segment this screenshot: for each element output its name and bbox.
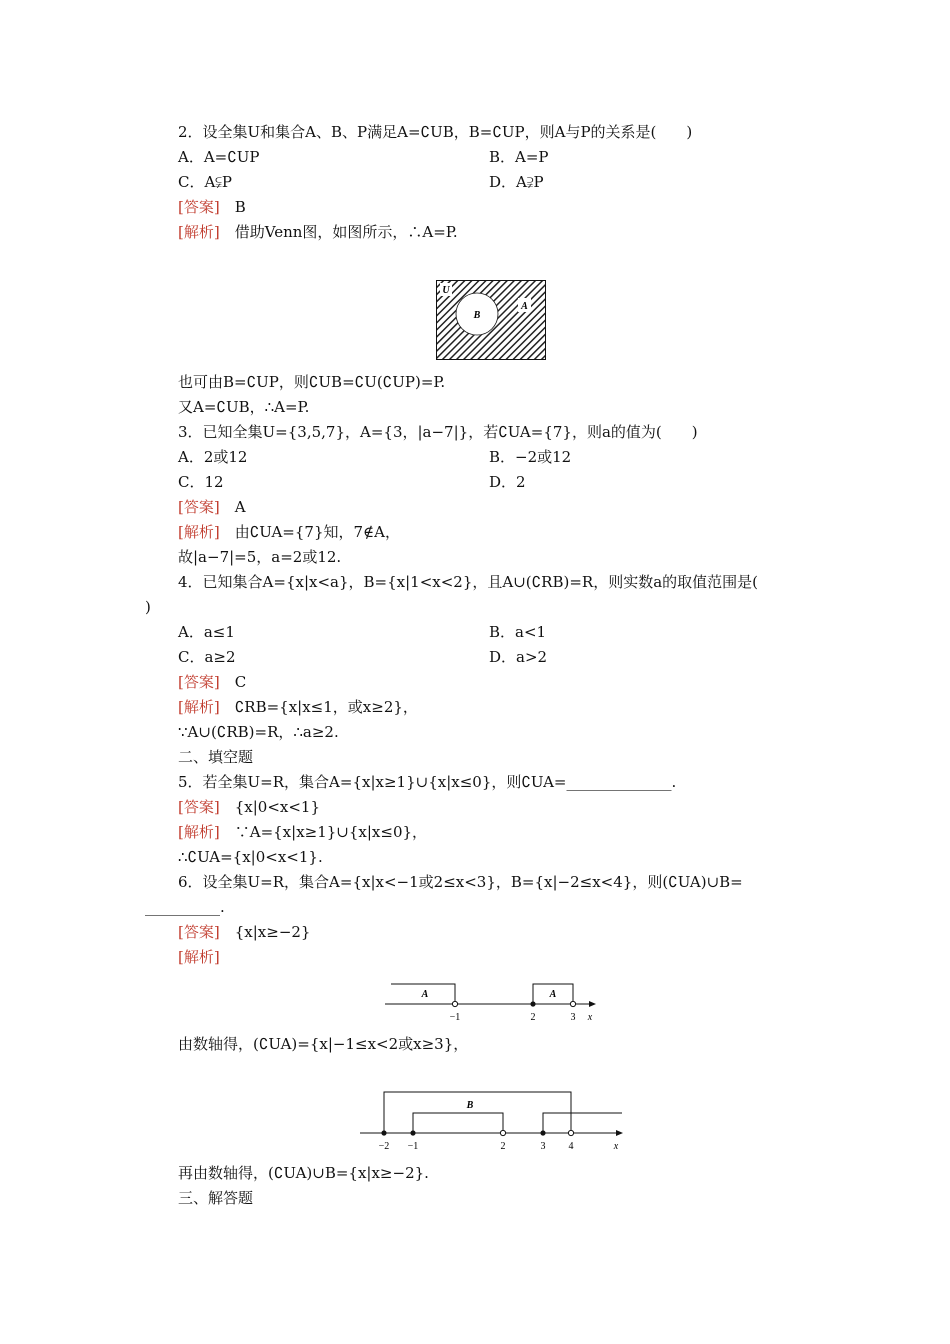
complement-region-1 — [413, 1113, 503, 1133]
q2-answer — [178, 197, 246, 217]
q3-option-d: D．2 — [489, 473, 526, 491]
open-point-neg1 — [452, 1001, 457, 1006]
analysis-text: ∁RB={x|x≤1，或x≥2}， — [234, 698, 418, 716]
tick-label-2: 2 — [530, 1012, 536, 1023]
axis-arrow — [616, 1130, 623, 1136]
q3-line1: 故|a−7|=5，a=2或12. — [178, 548, 342, 566]
section-heading-solution: 三、解答题 — [178, 1189, 254, 1207]
analysis-text: 由∁UA={7}知，7∉A， — [234, 523, 400, 541]
analysis-tag: [解析] — [178, 223, 220, 241]
answer-tag: [答案] — [178, 923, 220, 941]
q4-analysis — [178, 697, 418, 717]
q5-line1: ∴∁UA={x|0<x<1}. — [178, 848, 323, 866]
answer-tag: [答案] — [178, 673, 220, 691]
answer-value: A — [234, 498, 246, 516]
q4-option-d: D．a>2 — [489, 648, 548, 666]
q2-option-c: C．A⫋P — [178, 173, 233, 191]
q6-line2: 再由数轴得，(∁UA)∪B={x|x≥−2}. — [178, 1164, 429, 1182]
tick-label-3: 3 — [540, 1141, 546, 1152]
analysis-text: ∵A={x|x≥1}∪{x|x≤0}， — [234, 823, 428, 841]
q2-stem: 2．设全集U和集合A、B、P满足A=∁UB，B=∁UP，则A与P的关系是( ) — [178, 123, 693, 141]
q2-line1: 也可由B=∁UP，则∁UB=∁U(∁UP)=P. — [178, 373, 446, 391]
q3-option-b: B．−2或12 — [489, 448, 572, 466]
axis-label-x: x — [613, 1141, 619, 1152]
q3-option-a: A．2或12 — [178, 448, 248, 466]
analysis-text: 借助Venn图，如图所示，∴A=P. — [234, 223, 458, 241]
q4-line1: ∵A∪(∁RB)=R，∴a≥2. — [178, 723, 339, 741]
q3-answer — [178, 497, 246, 517]
answer-tag: [答案] — [178, 498, 220, 516]
answer-tag: [答案] — [178, 798, 220, 816]
q2-line2: 又A=∁UB，∴A=P. — [178, 398, 310, 416]
venn-label-b: B — [473, 310, 481, 321]
open-point-4 — [568, 1130, 573, 1135]
q4-answer — [178, 672, 246, 692]
number-line-a — [385, 975, 605, 1025]
axis-label-x: x — [587, 1012, 593, 1023]
q4-stem: 4．已知集合A={x|x<a}，B={x|1<x<2}，且A∪(∁RB)=R，则实数a的取值范围是( — [178, 573, 759, 591]
q3-option-c: C．12 — [178, 473, 224, 491]
analysis-tag: [解析] — [178, 523, 220, 541]
q4-option-a: A．a≤1 — [178, 623, 235, 641]
venn-label-a: A — [521, 301, 528, 312]
section-heading-fill-blank: 二、填空题 — [178, 748, 254, 766]
q5-answer — [178, 797, 320, 817]
q4-stem-cont: ) — [145, 598, 151, 616]
q3-analysis — [178, 522, 400, 542]
q2-option-a: A．A=∁UP — [178, 148, 260, 166]
q6-line1: 由数轴得，(∁UA)={x|−1≤x<2或x≥3}， — [178, 1035, 469, 1053]
answer-value: {x|0<x<1} — [234, 798, 321, 816]
answer-value: C — [234, 673, 247, 691]
q2-option-b: B．A=P — [489, 148, 549, 166]
q5-analysis — [178, 822, 427, 842]
q5-stem: 5．若全集U=R，集合A={x|x≥1}∪{x|x≤0}，则∁UA=______________. — [178, 773, 677, 791]
closed-point-2 — [530, 1001, 535, 1006]
open-point-2 — [500, 1130, 505, 1135]
q6-stem: 6．设全集U=R，集合A={x|x<−1或2≤x<3}，B={x|−2≤x<4}，则(∁UA)∪B= — [178, 873, 743, 891]
label-b: B — [466, 1100, 474, 1111]
closed-point-neg2 — [381, 1130, 386, 1135]
analysis-tag: [解析] — [178, 823, 220, 841]
q4-option-b: B．a<1 — [489, 623, 547, 641]
q6-answer — [178, 922, 310, 942]
q4-option-c: C．a≥2 — [178, 648, 236, 666]
analysis-tag: [解析] — [178, 948, 220, 966]
tick-label-neg2: −2 — [378, 1141, 390, 1152]
analysis-tag: [解析] — [178, 698, 220, 716]
venn-label-u: U — [442, 285, 450, 296]
number-line-b — [360, 1085, 630, 1155]
q2-option-d: D．A⫌P — [489, 173, 544, 191]
answer-tag: [答案] — [178, 198, 220, 216]
tick-label-2: 2 — [500, 1141, 506, 1152]
closed-point-neg1 — [410, 1130, 415, 1135]
q6-analysis — [178, 947, 220, 967]
q6-stem-cont: __________. — [145, 898, 225, 916]
axis-arrow — [589, 1001, 596, 1007]
closed-point-3 — [540, 1130, 545, 1135]
tick-label-4: 4 — [568, 1141, 574, 1152]
answer-value: {x|x≥−2} — [234, 923, 311, 941]
label-a-right: A — [549, 989, 557, 1000]
q3-stem: 3．已知全集U={3,5,7}，A={3，|a−7|}，若∁UA={7}，则a的值为( ) — [178, 423, 698, 441]
tick-label-neg1: −1 — [407, 1141, 419, 1152]
q2-analysis — [178, 222, 458, 242]
tick-label-3: 3 — [570, 1012, 576, 1023]
answer-value: B — [234, 198, 246, 216]
label-a-left: A — [421, 989, 429, 1000]
tick-label-neg1: −1 — [449, 1012, 461, 1023]
complement-region-2 — [543, 1113, 622, 1133]
venn-diagram — [436, 280, 546, 360]
open-point-3 — [570, 1001, 575, 1006]
